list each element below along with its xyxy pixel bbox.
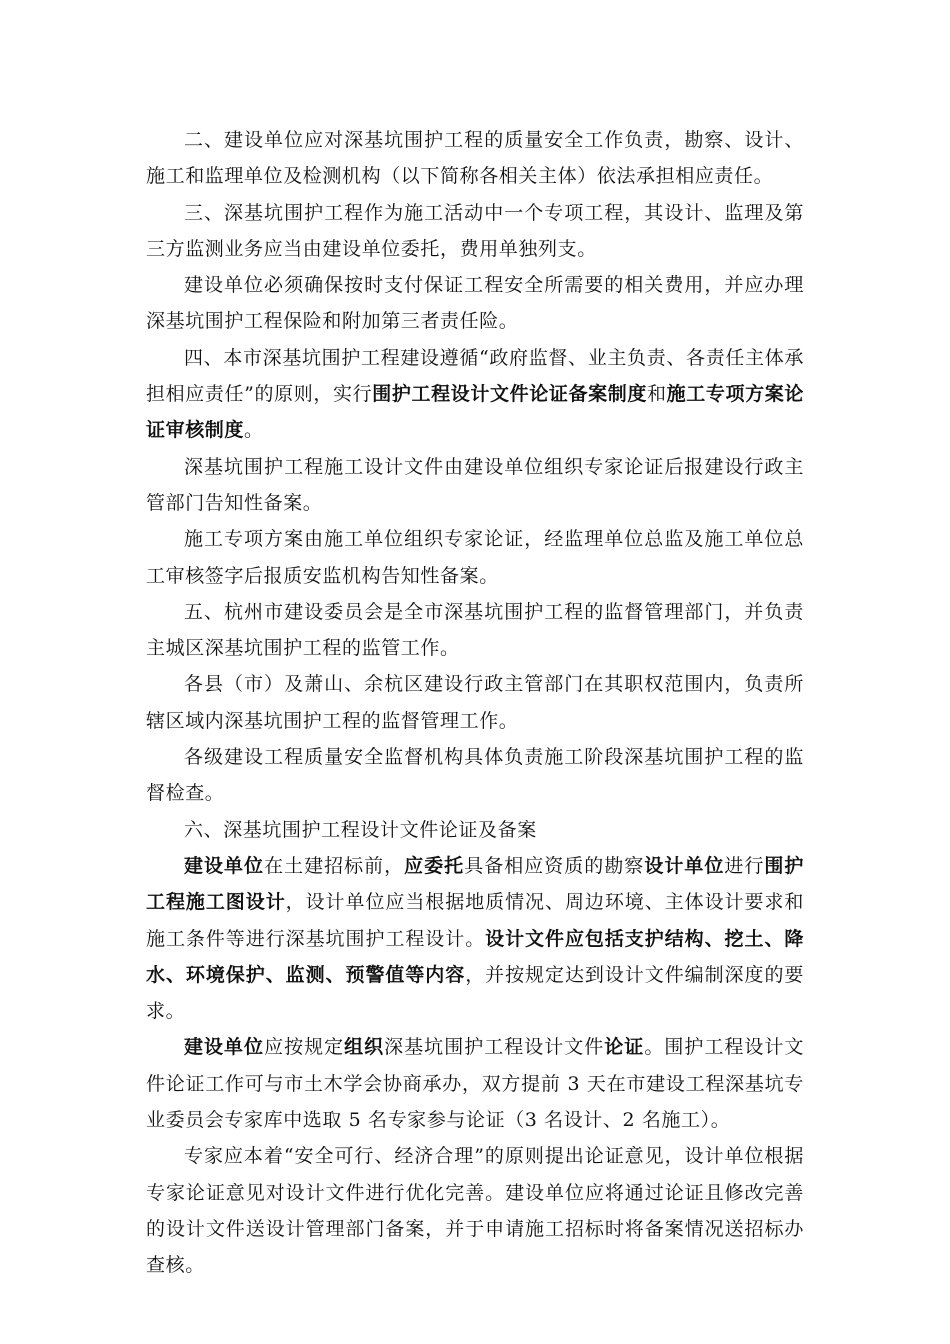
paragraph — [146, 812, 804, 848]
text-run: 施工专项方案由施工单位组织专家论证，经监理单位总监及施工单位总工审核签字后报质安监机构告知性备案。 — [146, 528, 804, 587]
text-run: 四、本市深基坑围护工程建设遵循“政府监督、业主负责、各责任主体承担相应责任”的原则，实行 — [146, 346, 804, 406]
bold-text: 围护工程施工图设计 — [146, 854, 805, 914]
text-run: 六、深基坑围护工程设计文件论证及备案 — [184, 818, 537, 841]
bold-text: 施工专项方案论证审核制度 — [146, 383, 804, 442]
paragraph — [146, 1029, 804, 1138]
bold-text: 应委托 — [404, 854, 465, 877]
bold-text: 组织 — [344, 1036, 385, 1059]
bold-text: 设计文件应包括支护结构、挖土、降水、环境保护、监测、预警值等内容 — [146, 927, 805, 986]
text-run: 在土建招标前， — [264, 854, 405, 877]
paragraph — [146, 340, 804, 449]
text-run: ，并按规定达到设计文件编制深度的要求。 — [146, 963, 804, 1023]
text-run: 各级建设工程质量安全监督机构具体负责施工阶段深基坑围护工程的监督检查。 — [146, 746, 804, 805]
paragraph — [146, 666, 804, 739]
paragraph — [146, 1138, 804, 1283]
text-run: 建设单位必须确保按时支付保证工程安全所需要的相关费用，并应办理深基坑围护工程保险和附加第三者责任险。 — [146, 274, 804, 333]
bold-text: 论证 — [604, 1036, 645, 1059]
text-run: 具备相应资质的勘察 — [464, 854, 645, 877]
paragraph — [146, 195, 804, 268]
paragraph — [146, 122, 804, 195]
paragraph — [146, 267, 804, 340]
bold-text: 建设单位 — [184, 1036, 265, 1059]
text-run: ，设计单位应当根据地质情况、周边环境、主体设计要求和施工条件等进行深基坑围护工程设计。 — [146, 891, 804, 950]
paragraph — [146, 449, 804, 522]
paragraph — [146, 848, 804, 1029]
bold-text: 设计单位 — [644, 854, 725, 877]
text-run: 进行 — [724, 854, 765, 877]
paragraph — [146, 521, 804, 594]
bold-text: 围护工程设计文件论证备案制度 — [372, 383, 647, 406]
text-run: 。 — [244, 419, 264, 442]
text-run: 深基坑围护工程施工设计文件由建设单位组织专家论证后报建设行政主管部门告知性备案。 — [146, 455, 804, 514]
text-run: 三、深基坑围护工程作为施工活动中一个专项工程，其设计、监理及第三方监测业务应当由建设单位委托，费用单独列支。 — [146, 201, 804, 260]
text-run: 各县（市）及萧山、余杭区建设行政主管部门在其职权范围内，负责所辖区域内深基坑围护工程的监督管理工作。 — [146, 673, 804, 732]
text-run: 和 — [647, 383, 667, 406]
bold-text: 建设单位 — [184, 854, 265, 877]
paragraph — [146, 739, 804, 812]
text-run: 五、杭州市建设委员会是全市深基坑围护工程的监督管理部门，并负责主城区深基坑围护工程的监管工作。 — [146, 600, 804, 660]
text-run: 。围护工程设计文件论证工作可与市土木学会协商承办，双方提前 3 天在市建设工程深基坑专业委员会专家库中选取 5 名专家参与论证（3 名设计、2 名施工）。 — [146, 1036, 805, 1132]
paragraph — [146, 594, 804, 667]
text-run: 专家应本着“安全可行、经济合理”的原则提出论证意见，设计单位根据专家论证意见对设计文件进行优化完善。建设单位应将通过论证且修改完善的设计文件送设计管理部门备案，并于申请施工招标时将备案情况送招标办查核。 — [146, 1145, 804, 1277]
text-run: 应按规定 — [264, 1036, 345, 1059]
text-run: 深基坑围护工程设计文件 — [384, 1036, 605, 1059]
text-run: 二、建设单位应对深基坑围护工程的质量安全工作负责，勘察、设计、施工和监理单位及检测机构（以下简称各相关主体）依法承担相应责任。 — [146, 129, 804, 188]
